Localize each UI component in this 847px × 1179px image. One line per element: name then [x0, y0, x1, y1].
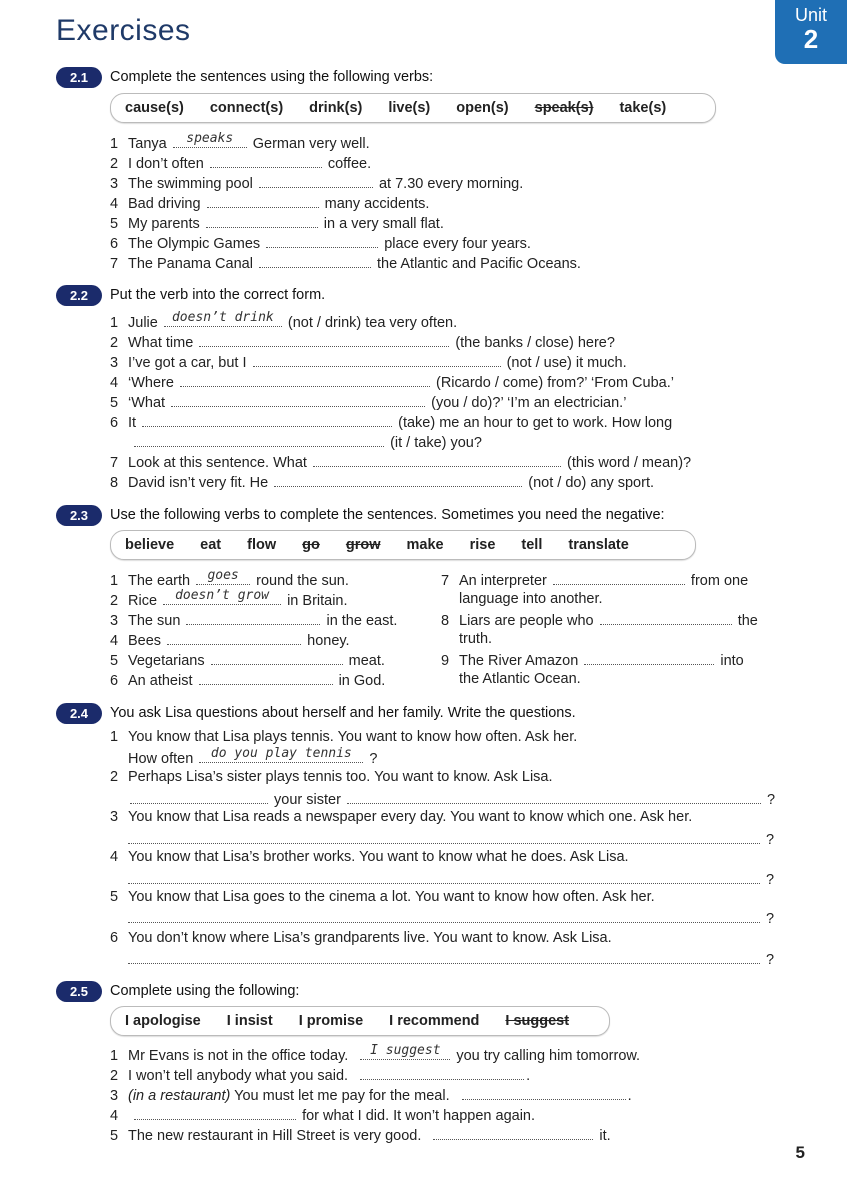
exercise-heading-2-2: Put the verb into the correct form.: [110, 287, 326, 303]
exercise-item: 2 I don’t often coffee.: [110, 156, 372, 172]
exercise-heading-2-5: Complete using the following:: [110, 983, 300, 999]
verb-option-used: go: [302, 537, 320, 553]
answer-blank[interactable]: [199, 671, 333, 685]
unit-tab: [775, 0, 847, 64]
exercise-badge-2-5: 2.5: [56, 981, 102, 1002]
question-prompt: 6 You don’t know where Lisa’s grandparents live. You want to know. Ask Lisa.: [110, 930, 612, 946]
answer-blank[interactable]: [360, 1043, 450, 1060]
exercise-badge-2-2: 2.2: [56, 285, 102, 306]
verb-option: eat: [200, 537, 222, 553]
verb-box-2-3: [110, 530, 696, 560]
unit-label: Unit: [794, 5, 827, 25]
answer-blank[interactable]: [211, 651, 343, 665]
exercise-item: 5 The new restaurant in Hill Street is very good. it.: [110, 1128, 611, 1144]
exercise-item: 3 I’ve got a car, but I (not / use) it much.: [110, 355, 627, 371]
exercise-item: 5 ‘What (you / do)?’ ‘I’m an electrician.’: [110, 395, 627, 411]
answer-blank[interactable]: [196, 568, 250, 585]
page-title: Exercises: [56, 14, 191, 47]
exercise-item: 7 The Panama Canal the Atlantic and Pacific Oceans.: [110, 256, 581, 272]
exercise-item: 6 It (take) me an hour to get to work. How long: [110, 415, 673, 431]
phrase-option-used: I suggest: [505, 1013, 570, 1029]
exercise-item: 7 An interpreter from one: [441, 573, 749, 589]
exercise-item: the Atlantic Ocean.: [459, 671, 581, 687]
answer-blank[interactable]: [433, 1126, 593, 1140]
exercise-item: 5 My parents in a very small flat.: [110, 216, 444, 232]
phrase-option: I insist: [226, 1013, 273, 1029]
handwritten-answer: speaks: [186, 131, 234, 146]
answer-blank[interactable]: [130, 790, 268, 804]
answer-blank[interactable]: [134, 1106, 296, 1120]
unit-number: 2: [803, 24, 819, 54]
question-prompt: 2 Perhaps Lisa’s sister plays tennis too. You want to know. Ask Lisa.: [110, 769, 553, 785]
exercise-item: 6 The Olympic Games place every four years.: [110, 236, 531, 252]
answer-blank[interactable]: [274, 473, 522, 487]
answer-blank[interactable]: [584, 651, 714, 665]
answer-blank[interactable]: [266, 234, 378, 248]
answer-line: ?: [128, 870, 774, 888]
page-number: 5: [795, 1143, 805, 1162]
exercise-item: 6 An atheist in God.: [110, 673, 386, 689]
handwritten-answer: doesn’t drink: [171, 310, 274, 325]
phrase-box-2-5: [110, 1006, 610, 1036]
answer-blank[interactable]: [163, 588, 281, 605]
question-prompt: 1 You know that Lisa plays tennis. You want to know how often. Ask her.: [110, 729, 578, 745]
answer-blank[interactable]: [167, 631, 301, 645]
answer-line: How often do you play tennis ?: [128, 746, 378, 767]
verb-option: tell: [521, 537, 543, 553]
exercise-badge-2-4: 2.4: [56, 703, 102, 724]
exercise-item: 3 The sun in the east.: [110, 613, 398, 629]
exercise-heading-2-3: Use the following verbs to complete the sentences. Sometimes you need the negative:: [110, 507, 665, 523]
answer-blank[interactable]: [259, 174, 373, 188]
verb-option: open(s): [456, 100, 509, 116]
exercise-item: 8 Liars are people who the: [441, 613, 758, 629]
verb-option: flow: [247, 537, 277, 553]
exercise-item: 2 I won’t tell anybody what you said. .: [110, 1068, 531, 1084]
exercise-badge-2-1: 2.1: [56, 67, 102, 88]
phrase-option: I apologise: [125, 1013, 201, 1029]
answer-blank[interactable]: [207, 194, 319, 208]
answer-blank[interactable]: [553, 571, 685, 585]
answer-blank[interactable]: [347, 790, 761, 804]
verb-option-used: grow: [345, 537, 381, 553]
exercise-item: 9 The River Amazon into: [441, 653, 744, 669]
answer-blank[interactable]: [142, 413, 392, 427]
answer-blank[interactable]: [600, 611, 732, 625]
exercise-item: 1 Mr Evans is not in the office today. I suggest you try calling him tomorrow.: [110, 1043, 641, 1064]
verb-option: cause(s): [125, 100, 184, 116]
answer-line: your sister ?: [128, 790, 775, 808]
answer-blank[interactable]: [173, 131, 247, 148]
exercise-item: 4 ‘Where (Ricardo / come) from?’ ‘From Cuba.’: [110, 375, 674, 391]
exercise-badge-2-3: 2.3: [56, 505, 102, 526]
answer-blank[interactable]: [253, 353, 501, 367]
exercise-item: language into another.: [459, 591, 603, 607]
answer-line: ?: [128, 950, 774, 968]
exercise-item: 3 The swimming pool at 7.30 every morning.: [110, 176, 524, 192]
answer-blank[interactable]: [128, 830, 760, 844]
question-prompt: 5 You know that Lisa goes to the cinema a lot. You want to know how often. Ask her.: [110, 889, 655, 905]
exercise-item: 3 (in a restaurant) You must let me pay for the meal. .: [110, 1088, 632, 1104]
answer-line: ?: [128, 909, 774, 927]
answer-blank[interactable]: [206, 214, 318, 228]
verb-option: take(s): [619, 100, 667, 116]
answer-blank[interactable]: [313, 453, 561, 467]
answer-blank[interactable]: [462, 1086, 626, 1100]
verb-option: make: [406, 537, 444, 553]
exercise-item: truth.: [459, 631, 493, 647]
answer-blank[interactable]: [134, 433, 384, 447]
exercise-item: 1 Julie doesn’t drink (not / drink) tea very often.: [110, 310, 458, 331]
answer-blank[interactable]: [210, 154, 322, 168]
exercise-heading-2-1: Complete the sentences using the following verbs:: [110, 69, 434, 85]
question-prompt: 4 You know that Lisa’s brother works. You want to know what he does. Ask Lisa.: [110, 849, 629, 865]
phrase-option: I recommend: [389, 1013, 480, 1029]
exercise-item: 4 Bad driving many accidents.: [110, 196, 430, 212]
answer-blank[interactable]: [259, 254, 371, 268]
exercise-item: 5 Vegetarians meat.: [110, 653, 385, 669]
exercise-heading-2-4: You ask Lisa questions about herself and her family. Write the questions.: [110, 705, 576, 721]
answer-blank[interactable]: [186, 611, 320, 625]
exercise-item: 4 Bees honey.: [110, 633, 350, 649]
answer-blank[interactable]: [164, 310, 282, 327]
handwritten-answer: I suggest: [370, 1043, 441, 1058]
exercise-item: (it / take) you?: [110, 433, 482, 451]
exercise-item: 7 Look at this sentence. What (this word / mean)?: [110, 455, 692, 471]
answer-blank[interactable]: [199, 333, 449, 347]
verb-option-used: speak(s): [534, 100, 594, 116]
phrase-option: I promise: [298, 1013, 364, 1029]
answer-blank[interactable]: [128, 950, 760, 964]
verb-option: rise: [469, 537, 496, 553]
exercise-item: 1 Tanya speaks German very well.: [110, 131, 370, 152]
exercise-item: 8 David isn’t very fit. He (not / do) any sport.: [110, 475, 655, 491]
exercise-item: 1 The earth goes round the sun.: [110, 568, 349, 589]
handwritten-answer: doesn’t grow: [175, 588, 269, 603]
answer-blank[interactable]: [360, 1066, 524, 1080]
handwritten-answer: do you play tennis: [210, 746, 352, 761]
verb-option: connect(s): [209, 100, 284, 116]
handwritten-answer: goes: [207, 568, 239, 583]
answer-blank[interactable]: [171, 393, 425, 407]
verb-option: believe: [125, 537, 175, 553]
exercise-item: 4 for what I did. It won’t happen again.: [110, 1108, 536, 1124]
answer-blank[interactable]: [128, 870, 760, 884]
answer-blank[interactable]: [128, 909, 760, 923]
verb-box-2-1: [110, 93, 716, 123]
answer-line: ?: [128, 830, 774, 848]
exercise-item: 2 What time (the banks / close) here?: [110, 335, 615, 351]
exercise-item: 2 Rice doesn’t grow in Britain.: [110, 588, 348, 609]
verb-option: drink(s): [309, 100, 363, 116]
verb-option: translate: [568, 537, 629, 553]
answer-blank[interactable]: [180, 373, 430, 387]
verb-option: live(s): [388, 100, 431, 116]
question-prompt: 3 You know that Lisa reads a newspaper every day. You want to know which one. Ask her.: [110, 809, 693, 825]
